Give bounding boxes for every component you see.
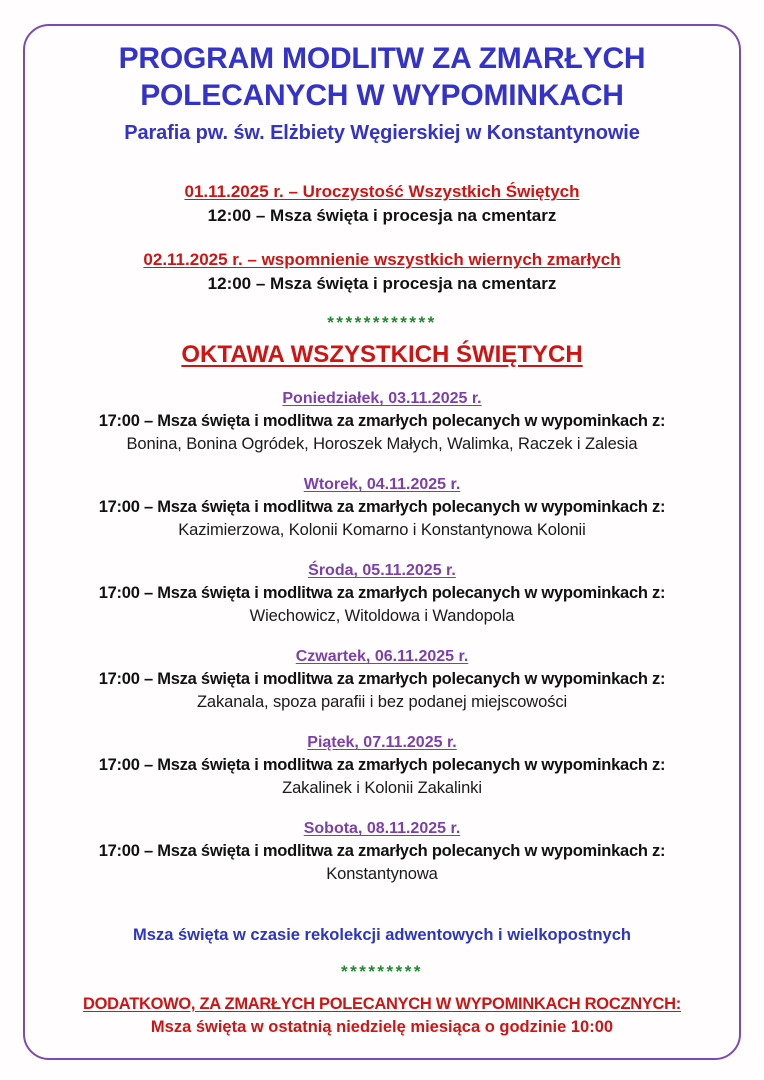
annual-remembrance-heading: DODATKOWO, ZA ZMARŁYCH POLECANYCH W WYPOMINKACH ROCZNYCH: [83, 995, 681, 1013]
octave-day-block [40, 560, 724, 628]
octave-day-name: Sobota, 08.11.2025 r. [303, 820, 461, 837]
main-day-detail: 12:00 – Msza święta i procesja na cmentarz [207, 206, 557, 225]
spacer [40, 146, 724, 180]
octave-day-places: Konstantynowa [326, 865, 438, 883]
star-divider-top: ************ [327, 313, 437, 332]
octave-day-places: Zakalinek i Kolonii Zakalinki [282, 779, 482, 797]
page-title-line-1: PROGRAM MODLITW ZA ZMARŁYCH [118, 42, 646, 75]
octave-day-block [40, 818, 724, 886]
octave-day-name: Poniedziałek, 03.11.2025 r. [282, 390, 482, 407]
main-day-date: 02.11.2025 r. – wspomnienie wszystkich wiernych zmarłych [143, 250, 621, 269]
octave-section-title: OKTAWA WSZYSTKICH ŚWIĘTYCH [181, 341, 583, 368]
octave-day-mass: 17:00 – Msza święta i modlitwa za zmarłych polecanych w wypominkach z: [98, 498, 666, 516]
octave-day-places: Bonina, Bonina Ogródek, Horoszek Małych, Walimka, Raczek i Zalesia [126, 435, 638, 453]
spacer [40, 228, 724, 248]
main-day-detail: 12:00 – Msza święta i procesja na cmentarz [207, 274, 557, 293]
page-title-line-2: POLECANYCH W WYPOMINKACH [140, 79, 624, 112]
octave-day-mass: 17:00 – Msza święta i modlitwa za zmarłych polecanych w wypominkach z: [98, 412, 666, 430]
retreat-note: Msza święta w czasie rekolekcji adwentowych i wielkopostnych [133, 926, 631, 944]
octave-day-name: Piątek, 07.11.2025 r. [307, 734, 457, 751]
spacer [40, 904, 724, 924]
octave-day-name: Wtorek, 04.11.2025 r. [303, 476, 461, 493]
main-day-block-2 [40, 248, 724, 296]
spacer [40, 370, 724, 388]
spacer [40, 947, 724, 961]
octave-day-name: Czwartek, 06.11.2025 r. [295, 648, 469, 665]
octave-day-name: Środa, 05.11.2025 r. [308, 562, 456, 579]
star-divider-bottom: ********* [340, 962, 424, 981]
spacer [40, 296, 724, 312]
octave-day-mass: 17:00 – Msza święta i modlitwa za zmarłych polecanych w wypominkach z: [98, 842, 666, 860]
octave-day-block [40, 646, 724, 714]
main-day-block-1 [40, 180, 724, 228]
octave-day-mass: 17:00 – Msza święta i modlitwa za zmarłych polecanych w wypominkach z: [98, 584, 666, 602]
octave-day-places: Kazimierzowa, Kolonii Komarno i Konstantynowa Kolonii [178, 521, 586, 539]
parish-subtitle: Parafia pw. św. Elżbiety Węgierskiej w Konstantynowie [124, 122, 640, 144]
poster-content [40, 24, 724, 1039]
annual-remembrance-detail: Msza święta w ostatnią niedzielę miesiąca o godzinie 10:00 [150, 1018, 614, 1036]
spacer [40, 983, 724, 993]
octave-day-places: Wiechowicz, Witoldowa i Wandopola [249, 607, 515, 625]
octave-day-block [40, 732, 724, 800]
page-title [40, 24, 724, 114]
octave-day-block [40, 388, 724, 456]
main-day-date: 01.11.2025 r. – Uroczystość Wszystkich Świętych [184, 182, 580, 201]
octave-day-mass: 17:00 – Msza święta i modlitwa za zmarłych polecanych w wypominkach z: [98, 756, 666, 774]
octave-day-mass: 17:00 – Msza święta i modlitwa za zmarłych polecanych w wypominkach z: [98, 670, 666, 688]
octave-day-block [40, 474, 724, 542]
octave-day-places: Zakanala, spoza parafii i bez podanej miejscowości [196, 693, 568, 711]
